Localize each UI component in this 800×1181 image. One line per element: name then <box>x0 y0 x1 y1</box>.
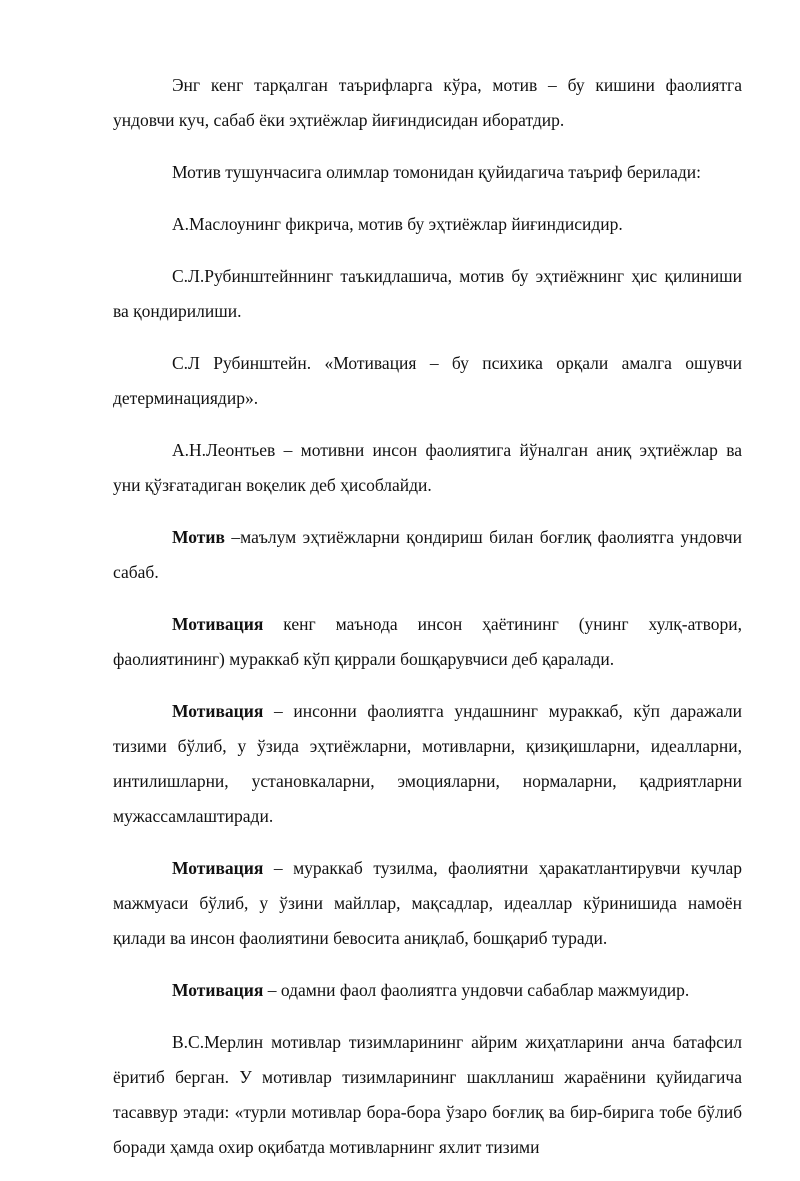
bold-term: Мотивация <box>172 980 264 1000</box>
paragraph-text: Мотив тушунчасига олимлар томонидан қуйидагича таъриф берилади: <box>172 162 702 182</box>
paragraph-text: –маълум эҳтиёжларни қондириш билан боғлиқ фаолиятга ундовчи сабаб. <box>113 527 742 582</box>
paragraph-text: С.Л.Рубинштейннинг таъкидлашича, мотив бу эҳтиёжнинг ҳис қилиниши ва қондирилиши. <box>113 266 742 321</box>
bold-term: Мотив <box>172 527 225 547</box>
bold-term: Мотивация <box>172 858 264 878</box>
bold-term: Мотивация <box>172 614 264 634</box>
paragraph-maslow <box>113 207 742 242</box>
paragraph-scientists-intro <box>113 155 742 190</box>
document-page <box>113 68 742 1181</box>
paragraph-text: кенг маънода инсон ҳаётининг (унинг хулқ-атвори, фаолиятининг) мураккаб кўп қиррали бошқарувчиси деб қаралади. <box>113 614 742 669</box>
paragraph-text: В.С.Мерлин мотивлар тизимларининг айрим жиҳатларини анча батафсил ёритиб берган. У мотивлар тизимларининг шаклланиш жараёнини қуйидагича тасаввур этади: «турли мотивлар бора-бора ўзаро боғлиқ ва бир-бирига тобе бўлиб боради ҳамда охир оқибатда мотивларнинг яхлит тизими <box>113 1032 742 1157</box>
paragraph-motive-definition <box>113 68 742 138</box>
paragraph-leontiev <box>113 433 742 503</box>
paragraph-text: А.Н.Леонтьев – мотивни инсон фаолиятига йўналган аниқ эҳтиёжлар ва уни қўзғатадиган воқелик деб ҳисоблайди. <box>113 440 742 495</box>
paragraph-motivation-system <box>113 694 742 834</box>
paragraph-motivation-structure <box>113 851 742 956</box>
paragraph-rubinstein-2 <box>113 346 742 416</box>
paragraph-rubinstein-1 <box>113 259 742 329</box>
paragraph-text: – инсонни фаолиятга ундашнинг мураккаб, кўп даражали тизими бўлиб, у ўзида эҳтиёжларни, мотивларни, қизиқишларни, идеалларни, интилишларни, установкаларни, эмоцияларни, нормаларни, қадриятларни мужассамлаштиради. <box>113 701 742 826</box>
paragraph-text: Энг кенг тарқалган таърифларга кўра, мотив – бу кишини фаолиятга ундовчи куч, сабаб ёки эҳтиёжлар йиғиндисидан иборатдир. <box>113 75 742 130</box>
paragraph-text: А.Маслоунинг фикрича, мотив бу эҳтиёжлар йиғиндисидир. <box>172 214 623 234</box>
paragraph-text: С.Л Рубинштейн. «Мотивация – бу психика орқали амалга ошувчи детерминациядир». <box>113 353 742 408</box>
bold-term: Мотивация <box>172 701 264 721</box>
paragraph-text: – одамни фаол фаолиятга ундовчи сабаблар мажмуидир. <box>263 980 690 1000</box>
paragraph-motivation-broad <box>113 607 742 677</box>
paragraph-text: – мураккаб тузилма, фаолиятни ҳаракатлантирувчи кучлар мажмуаси бўлиб, у ўзини майллар, мақсадлар, идеаллар кўринишида намоён қилади ва инсон фаолиятини бевосита аниқлаб, бошқариб туради. <box>113 858 742 948</box>
paragraph-motive-term <box>113 520 742 590</box>
paragraph-merlin <box>113 1025 742 1165</box>
paragraph-motivation-reasons <box>113 973 742 1008</box>
